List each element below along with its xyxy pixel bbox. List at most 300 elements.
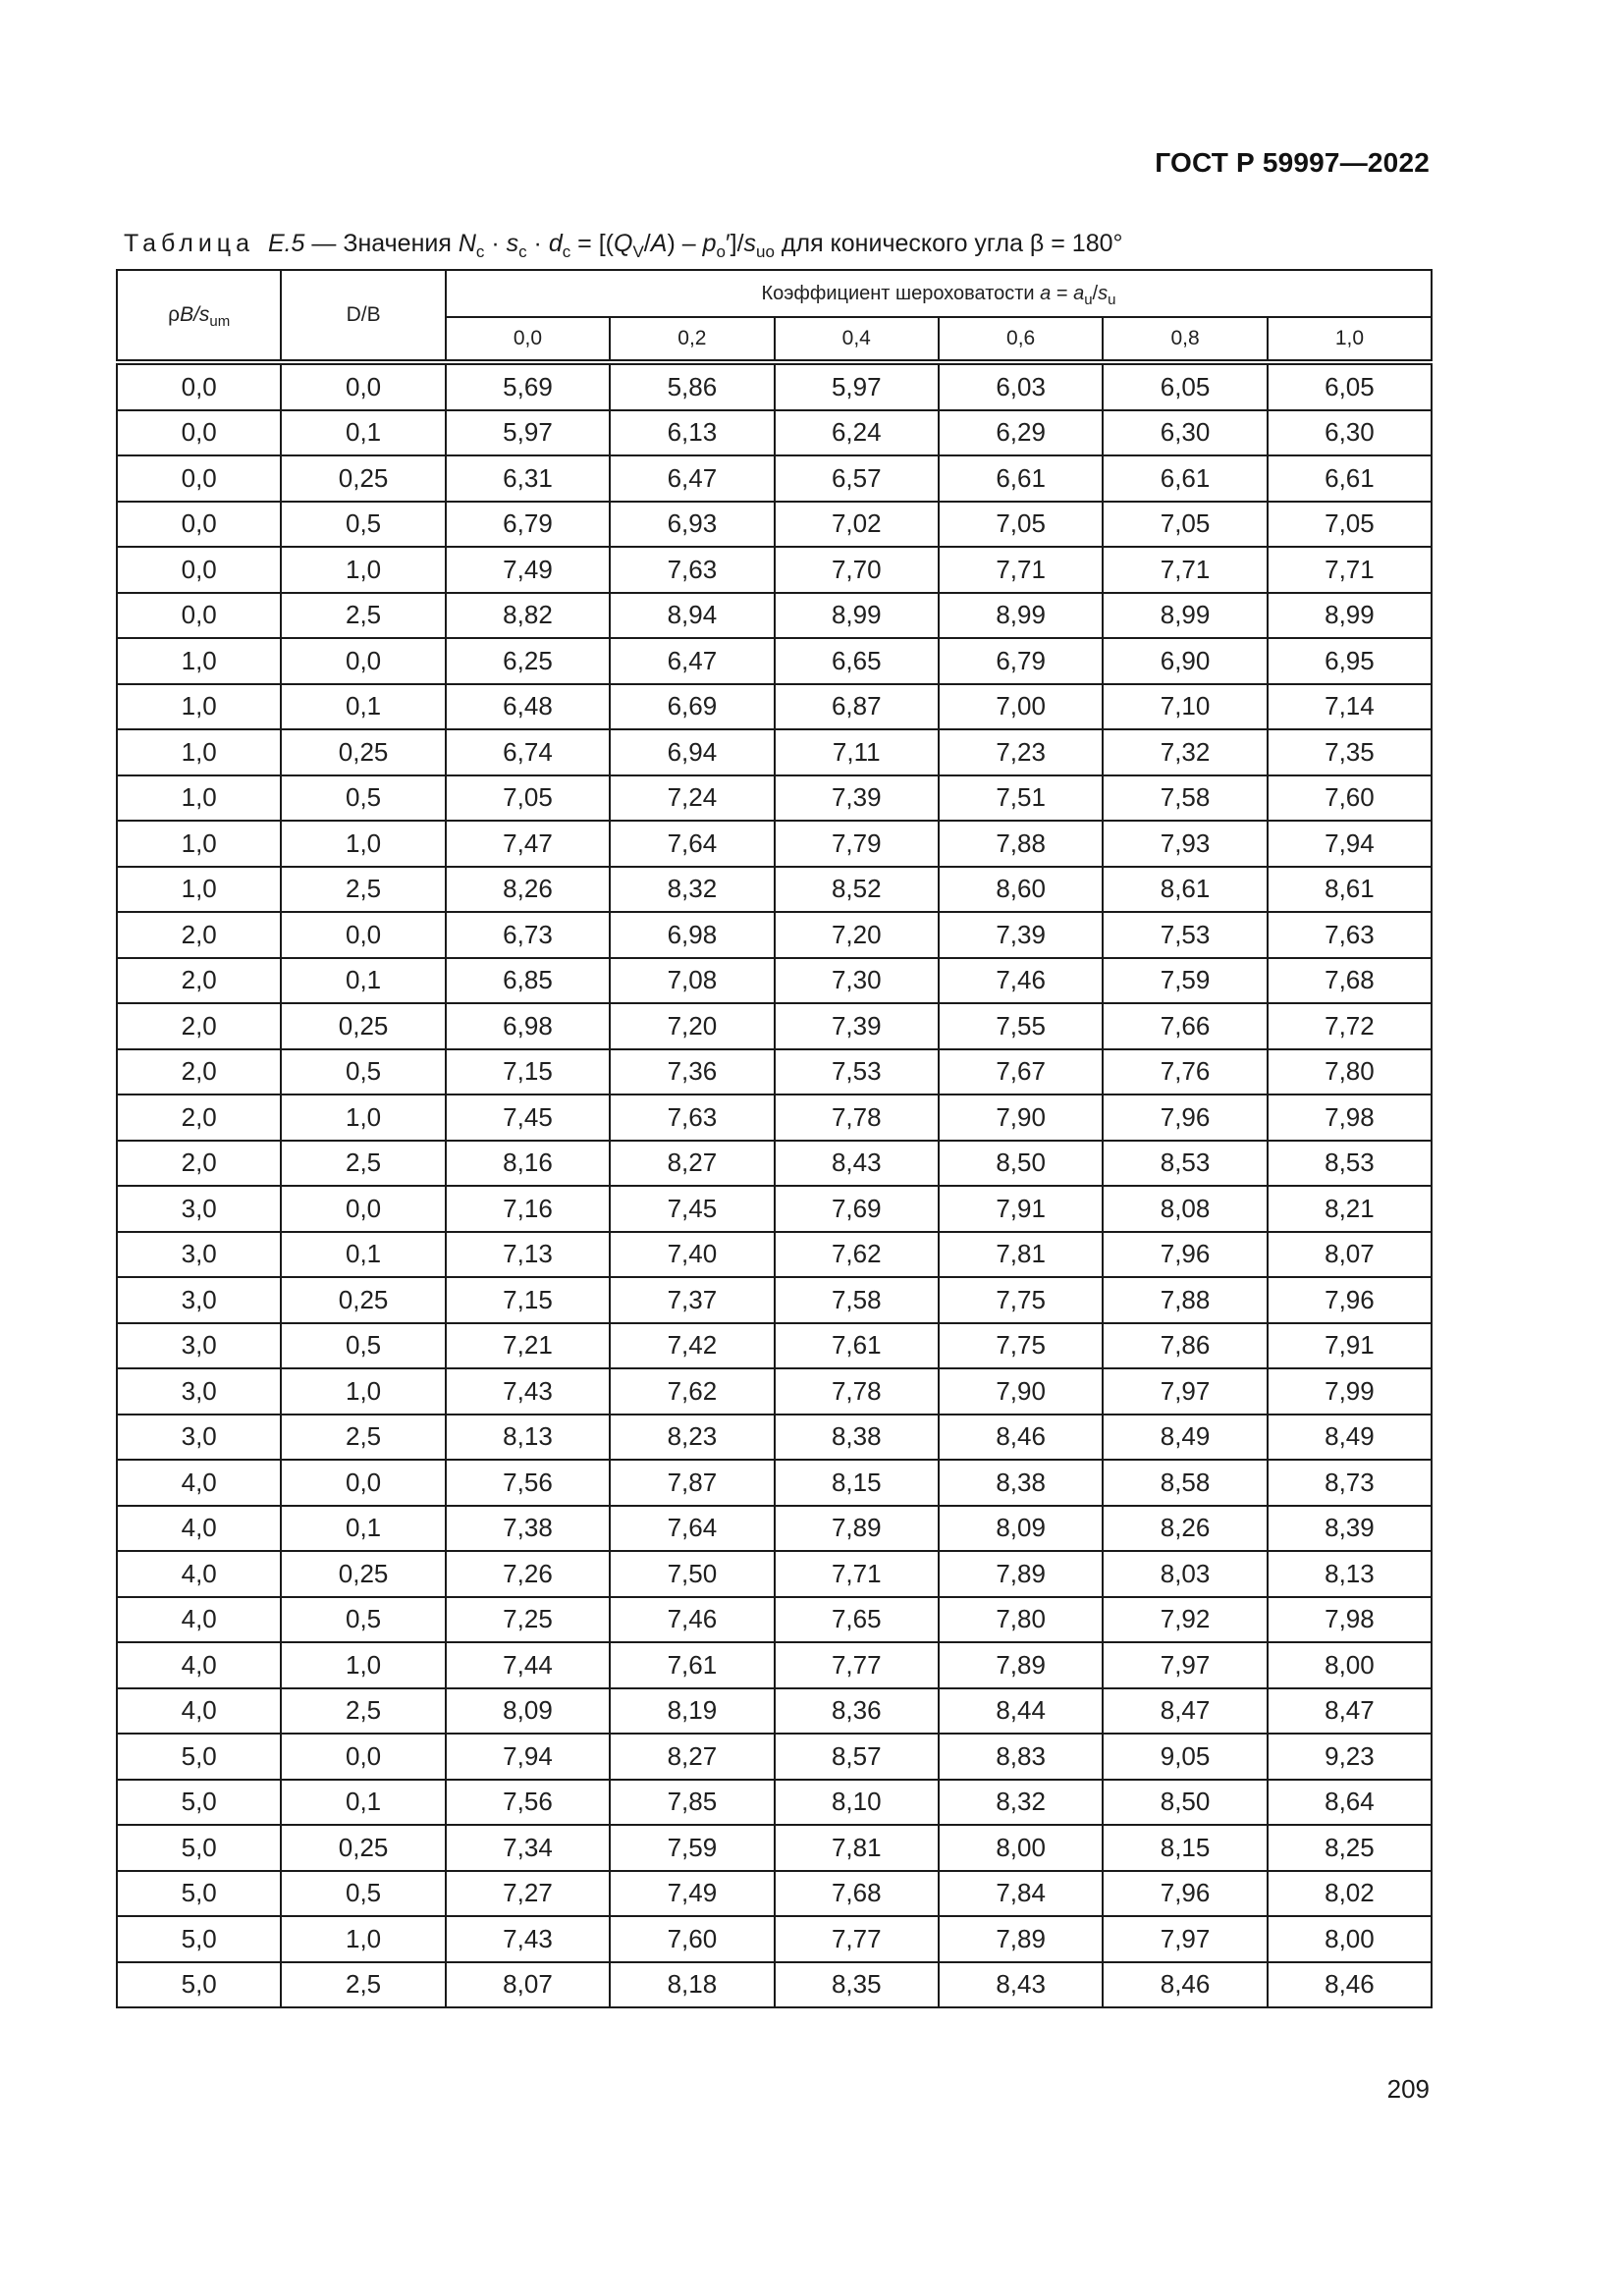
cell-value: 7,20 bbox=[610, 1003, 774, 1049]
table-row bbox=[117, 1277, 1432, 1323]
cell-rho-b-sum: 5,0 bbox=[117, 1825, 281, 1871]
cell-value: 7,44 bbox=[446, 1642, 610, 1688]
cell-value: 8,99 bbox=[775, 593, 939, 639]
formula-s2-sub: uo bbox=[756, 242, 775, 261]
cell-rho-b-sum: 2,0 bbox=[117, 1141, 281, 1187]
cell-value: 8,26 bbox=[446, 867, 610, 913]
cell-value: 7,75 bbox=[939, 1323, 1103, 1369]
cell-value: 6,13 bbox=[610, 410, 774, 456]
cell-value: 7,98 bbox=[1268, 1095, 1432, 1141]
cell-rho-b-sum: 2,0 bbox=[117, 1095, 281, 1141]
cell-value: 5,97 bbox=[446, 410, 610, 456]
column-header-a-0-2: 0,2 bbox=[610, 317, 774, 362]
formula-equals: = [( bbox=[570, 230, 614, 257]
cell-value: 6,74 bbox=[446, 729, 610, 775]
values-table bbox=[116, 269, 1433, 2008]
cell-value: 7,56 bbox=[446, 1460, 610, 1506]
cell-d-b: 2,5 bbox=[281, 867, 445, 913]
cell-value: 8,49 bbox=[1103, 1415, 1267, 1461]
cell-value: 7,24 bbox=[610, 775, 774, 822]
cell-value: 7,20 bbox=[775, 912, 939, 958]
cell-value: 8,99 bbox=[939, 593, 1103, 639]
cell-d-b: 0,1 bbox=[281, 1780, 445, 1826]
table-row bbox=[117, 1734, 1432, 1780]
cell-value: 7,39 bbox=[939, 912, 1103, 958]
cell-value: 8,46 bbox=[1103, 1962, 1267, 2008]
cell-rho-b-sum: 3,0 bbox=[117, 1368, 281, 1415]
formula-dot: · bbox=[484, 230, 507, 257]
cell-value: 8,27 bbox=[610, 1141, 774, 1187]
cell-value: 7,61 bbox=[610, 1642, 774, 1688]
cell-value: 7,63 bbox=[1268, 912, 1432, 958]
cell-value: 7,46 bbox=[610, 1597, 774, 1643]
cell-value: 8,61 bbox=[1103, 867, 1267, 913]
table-row bbox=[117, 547, 1432, 593]
formula-p-sub: o bbox=[716, 242, 726, 261]
cell-value: 6,73 bbox=[446, 912, 610, 958]
cell-value: 8,49 bbox=[1268, 1415, 1432, 1461]
formula-n: N bbox=[458, 230, 476, 257]
cell-rho-b-sum: 5,0 bbox=[117, 1916, 281, 1962]
group-header-au-sub: u bbox=[1084, 291, 1093, 308]
cell-value: 7,43 bbox=[446, 1368, 610, 1415]
cell-value: 7,92 bbox=[1103, 1597, 1267, 1643]
table-row bbox=[117, 1642, 1432, 1688]
formula-slash: / bbox=[643, 230, 651, 257]
cell-value: 8,25 bbox=[1268, 1825, 1432, 1871]
cell-value: 8,18 bbox=[610, 1962, 774, 2008]
cell-d-b: 1,0 bbox=[281, 1916, 445, 1962]
cell-value: 7,49 bbox=[610, 1871, 774, 1917]
cell-value: 7,69 bbox=[775, 1186, 939, 1232]
cell-value: 8,44 bbox=[939, 1688, 1103, 1735]
cell-value: 7,49 bbox=[446, 547, 610, 593]
cell-value: 7,00 bbox=[939, 684, 1103, 730]
cell-value: 7,85 bbox=[610, 1780, 774, 1826]
cell-value: 7,50 bbox=[610, 1551, 774, 1597]
cell-value: 8,07 bbox=[1268, 1232, 1432, 1278]
cell-rho-b-sum: 4,0 bbox=[117, 1597, 281, 1643]
cell-value: 5,69 bbox=[446, 362, 610, 410]
cell-value: 7,97 bbox=[1103, 1916, 1267, 1962]
cell-rho-b-sum: 0,0 bbox=[117, 455, 281, 502]
cell-value: 8,43 bbox=[775, 1141, 939, 1187]
formula-close: ]/ bbox=[730, 230, 744, 257]
cell-value: 8,73 bbox=[1268, 1460, 1432, 1506]
group-header-a: a bbox=[1040, 282, 1052, 304]
cell-value: 8,43 bbox=[939, 1962, 1103, 2008]
cell-value: 6,65 bbox=[775, 638, 939, 684]
cell-value: 7,14 bbox=[1268, 684, 1432, 730]
cell-rho-b-sum: 0,0 bbox=[117, 547, 281, 593]
cell-value: 7,87 bbox=[610, 1460, 774, 1506]
cell-value: 5,97 bbox=[775, 362, 939, 410]
formula-n-sub: c bbox=[475, 242, 485, 261]
cell-value: 7,59 bbox=[610, 1825, 774, 1871]
cell-value: 6,03 bbox=[939, 362, 1103, 410]
header-sub-um: um bbox=[209, 313, 231, 330]
table-row bbox=[117, 1871, 1432, 1917]
cell-rho-b-sum: 3,0 bbox=[117, 1277, 281, 1323]
cell-value: 6,48 bbox=[446, 684, 610, 730]
cell-value: 6,93 bbox=[610, 502, 774, 548]
cell-d-b: 0,0 bbox=[281, 1460, 445, 1506]
table-row bbox=[117, 502, 1432, 548]
document-standard-header: ГОСТ Р 59997—2022 bbox=[1155, 147, 1430, 178]
cell-value: 7,37 bbox=[610, 1277, 774, 1323]
cell-value: 7,94 bbox=[446, 1734, 610, 1780]
cell-value: 7,35 bbox=[1268, 729, 1432, 775]
cell-value: 7,53 bbox=[775, 1049, 939, 1095]
cell-value: 7,42 bbox=[610, 1323, 774, 1369]
cell-value: 7,96 bbox=[1103, 1232, 1267, 1278]
cell-value: 7,84 bbox=[939, 1871, 1103, 1917]
cell-value: 7,99 bbox=[1268, 1368, 1432, 1415]
cell-value: 7,36 bbox=[610, 1049, 774, 1095]
cell-value: 6,90 bbox=[1103, 638, 1267, 684]
cell-value: 8,53 bbox=[1268, 1141, 1432, 1187]
cell-rho-b-sum: 4,0 bbox=[117, 1688, 281, 1735]
cell-value: 7,71 bbox=[939, 547, 1103, 593]
cell-d-b: 0,0 bbox=[281, 1186, 445, 1232]
cell-rho-b-sum: 2,0 bbox=[117, 1003, 281, 1049]
cell-value: 7,02 bbox=[775, 502, 939, 548]
group-header-au: a bbox=[1073, 282, 1085, 304]
cell-value: 7,77 bbox=[775, 1916, 939, 1962]
cell-d-b: 0,1 bbox=[281, 410, 445, 456]
cell-rho-b-sum: 3,0 bbox=[117, 1232, 281, 1278]
table-row bbox=[117, 958, 1432, 1004]
cell-value: 7,90 bbox=[939, 1368, 1103, 1415]
cell-value: 7,86 bbox=[1103, 1323, 1267, 1369]
cell-value: 7,78 bbox=[775, 1095, 939, 1141]
cell-rho-b-sum: 1,0 bbox=[117, 867, 281, 913]
cell-rho-b-sum: 3,0 bbox=[117, 1415, 281, 1461]
formula-d: d bbox=[548, 230, 563, 257]
cell-value: 7,39 bbox=[775, 1003, 939, 1049]
cell-value: 6,30 bbox=[1268, 410, 1432, 456]
cell-value: 8,61 bbox=[1268, 867, 1432, 913]
column-header-a-1-0: 1,0 bbox=[1268, 317, 1432, 362]
cell-value: 7,81 bbox=[775, 1825, 939, 1871]
cell-d-b: 0,5 bbox=[281, 1597, 445, 1643]
cell-rho-b-sum: 5,0 bbox=[117, 1734, 281, 1780]
cell-value: 7,13 bbox=[446, 1232, 610, 1278]
cell-value: 7,68 bbox=[1268, 958, 1432, 1004]
cell-value: 7,30 bbox=[775, 958, 939, 1004]
table-row bbox=[117, 1095, 1432, 1141]
cell-value: 7,11 bbox=[775, 729, 939, 775]
cell-d-b: 0,5 bbox=[281, 502, 445, 548]
cell-value: 8,82 bbox=[446, 593, 610, 639]
cell-rho-b-sum: 1,0 bbox=[117, 729, 281, 775]
table-row bbox=[117, 455, 1432, 502]
cell-value: 6,25 bbox=[446, 638, 610, 684]
table-row bbox=[117, 593, 1432, 639]
cell-d-b: 0,1 bbox=[281, 684, 445, 730]
cell-d-b: 0,5 bbox=[281, 775, 445, 822]
table-row bbox=[117, 912, 1432, 958]
caption-formula bbox=[458, 230, 775, 261]
cell-value: 7,38 bbox=[446, 1506, 610, 1552]
cell-value: 8,27 bbox=[610, 1734, 774, 1780]
cell-value: 7,16 bbox=[446, 1186, 610, 1232]
cell-value: 7,64 bbox=[610, 821, 774, 867]
table-row bbox=[117, 1460, 1432, 1506]
cell-value: 8,35 bbox=[775, 1962, 939, 2008]
cell-d-b: 2,5 bbox=[281, 1141, 445, 1187]
cell-value: 7,91 bbox=[939, 1186, 1103, 1232]
cell-value: 8,57 bbox=[775, 1734, 939, 1780]
formula-minus: ) – bbox=[667, 230, 703, 257]
cell-value: 6,94 bbox=[610, 729, 774, 775]
cell-value: 8,47 bbox=[1103, 1688, 1267, 1735]
cell-value: 7,80 bbox=[1268, 1049, 1432, 1095]
cell-d-b: 1,0 bbox=[281, 1642, 445, 1688]
cell-d-b: 2,5 bbox=[281, 1962, 445, 2008]
cell-value: 7,62 bbox=[775, 1232, 939, 1278]
cell-value: 8,60 bbox=[939, 867, 1103, 913]
cell-value: 7,59 bbox=[1103, 958, 1267, 1004]
cell-value: 7,05 bbox=[1268, 502, 1432, 548]
cell-value: 7,47 bbox=[446, 821, 610, 867]
formula-prime: ′ bbox=[725, 230, 731, 257]
cell-value: 6,61 bbox=[939, 455, 1103, 502]
cell-value: 8,00 bbox=[939, 1825, 1103, 1871]
cell-value: 8,38 bbox=[775, 1415, 939, 1461]
cell-value: 8,38 bbox=[939, 1460, 1103, 1506]
cell-d-b: 0,0 bbox=[281, 912, 445, 958]
cell-d-b: 0,5 bbox=[281, 1871, 445, 1917]
cell-value: 8,03 bbox=[1103, 1551, 1267, 1597]
caption-dash: — bbox=[311, 230, 337, 257]
cell-value: 8,58 bbox=[1103, 1460, 1267, 1506]
cell-value: 6,05 bbox=[1268, 362, 1432, 410]
table-row bbox=[117, 1368, 1432, 1415]
formula-a: A bbox=[650, 230, 668, 257]
cell-value: 6,47 bbox=[610, 638, 774, 684]
cell-rho-b-sum: 5,0 bbox=[117, 1962, 281, 2008]
cell-d-b: 0,25 bbox=[281, 1003, 445, 1049]
table-row bbox=[117, 1232, 1432, 1278]
cell-value: 7,61 bbox=[775, 1323, 939, 1369]
cell-value: 6,05 bbox=[1103, 362, 1267, 410]
cell-rho-b-sum: 4,0 bbox=[117, 1506, 281, 1552]
table-row bbox=[117, 1141, 1432, 1187]
caption-table-number: E.5 bbox=[267, 230, 305, 257]
column-header-a-0-4: 0,4 bbox=[775, 317, 939, 362]
formula-p: p bbox=[702, 230, 717, 257]
cell-value: 7,63 bbox=[610, 547, 774, 593]
caption-text-suffix: для конического угла β = 180° bbox=[774, 230, 1123, 257]
table-row bbox=[117, 1003, 1432, 1049]
cell-value: 8,50 bbox=[939, 1141, 1103, 1187]
cell-value: 8,99 bbox=[1103, 593, 1267, 639]
cell-value: 7,05 bbox=[1103, 502, 1267, 548]
cell-rho-b-sum: 2,0 bbox=[117, 1049, 281, 1095]
group-header-slash: / bbox=[1092, 282, 1099, 304]
cell-value: 7,97 bbox=[1103, 1368, 1267, 1415]
cell-value: 8,47 bbox=[1268, 1688, 1432, 1735]
cell-value: 8,19 bbox=[610, 1688, 774, 1735]
cell-value: 7,67 bbox=[939, 1049, 1103, 1095]
cell-value: 7,97 bbox=[1103, 1642, 1267, 1688]
cell-d-b: 2,5 bbox=[281, 593, 445, 639]
cell-d-b: 0,1 bbox=[281, 958, 445, 1004]
cell-value: 8,13 bbox=[446, 1415, 610, 1461]
table-row bbox=[117, 729, 1432, 775]
column-header-rho-b-sum bbox=[117, 270, 281, 362]
caption-label: Таблица bbox=[124, 230, 255, 257]
caption-text-prefix: Значения bbox=[343, 230, 452, 257]
cell-value: 7,63 bbox=[610, 1095, 774, 1141]
cell-value: 7,10 bbox=[1103, 684, 1267, 730]
formula-q: Q bbox=[614, 230, 633, 257]
header-rho: ρ bbox=[168, 303, 181, 326]
cell-value: 7,05 bbox=[939, 502, 1103, 548]
cell-value: 8,00 bbox=[1268, 1642, 1432, 1688]
cell-rho-b-sum: 5,0 bbox=[117, 1780, 281, 1826]
cell-value: 7,78 bbox=[775, 1368, 939, 1415]
cell-value: 6,87 bbox=[775, 684, 939, 730]
cell-value: 8,09 bbox=[939, 1506, 1103, 1552]
cell-rho-b-sum: 0,0 bbox=[117, 362, 281, 410]
cell-value: 8,32 bbox=[610, 867, 774, 913]
cell-d-b: 0,0 bbox=[281, 362, 445, 410]
cell-value: 7,90 bbox=[939, 1095, 1103, 1141]
cell-value: 7,70 bbox=[775, 547, 939, 593]
cell-value: 6,85 bbox=[446, 958, 610, 1004]
column-header-a-0-0: 0,0 bbox=[446, 317, 610, 362]
formula-q-sub: V bbox=[632, 242, 644, 261]
cell-value: 7,43 bbox=[446, 1916, 610, 1962]
table-row bbox=[117, 410, 1432, 456]
cell-rho-b-sum: 3,0 bbox=[117, 1186, 281, 1232]
table-row bbox=[117, 1323, 1432, 1369]
cell-d-b: 0,5 bbox=[281, 1323, 445, 1369]
cell-value: 7,46 bbox=[939, 958, 1103, 1004]
cell-value: 7,76 bbox=[1103, 1049, 1267, 1095]
cell-value: 7,66 bbox=[1103, 1003, 1267, 1049]
cell-value: 7,88 bbox=[939, 821, 1103, 867]
cell-value: 7,15 bbox=[446, 1049, 610, 1095]
cell-value: 7,58 bbox=[775, 1277, 939, 1323]
cell-rho-b-sum: 4,0 bbox=[117, 1460, 281, 1506]
table-row bbox=[117, 775, 1432, 822]
cell-value: 8,46 bbox=[1268, 1962, 1432, 2008]
cell-rho-b-sum: 2,0 bbox=[117, 958, 281, 1004]
cell-d-b: 0,25 bbox=[281, 1277, 445, 1323]
cell-value: 6,29 bbox=[939, 410, 1103, 456]
table-row bbox=[117, 1825, 1432, 1871]
cell-value: 5,86 bbox=[610, 362, 774, 410]
cell-value: 8,07 bbox=[446, 1962, 610, 2008]
table-row bbox=[117, 1551, 1432, 1597]
cell-value: 7,39 bbox=[775, 775, 939, 822]
cell-value: 7,27 bbox=[446, 1871, 610, 1917]
cell-value: 8,00 bbox=[1268, 1916, 1432, 1962]
table-row bbox=[117, 1506, 1432, 1552]
cell-value: 8,83 bbox=[939, 1734, 1103, 1780]
cell-value: 7,91 bbox=[1268, 1323, 1432, 1369]
cell-value: 7,21 bbox=[446, 1323, 610, 1369]
cell-value: 7,55 bbox=[939, 1003, 1103, 1049]
formula-d-sub: c bbox=[562, 242, 571, 261]
cell-rho-b-sum: 3,0 bbox=[117, 1323, 281, 1369]
cell-value: 7,56 bbox=[446, 1780, 610, 1826]
cell-value: 8,09 bbox=[446, 1688, 610, 1735]
cell-value: 8,94 bbox=[610, 593, 774, 639]
cell-rho-b-sum: 4,0 bbox=[117, 1551, 281, 1597]
group-header-text: Коэффициент шероховатости bbox=[761, 282, 1041, 304]
formula-s-sub: c bbox=[518, 242, 527, 261]
cell-value: 7,40 bbox=[610, 1232, 774, 1278]
table-row bbox=[117, 867, 1432, 913]
table-row bbox=[117, 638, 1432, 684]
cell-value: 7,93 bbox=[1103, 821, 1267, 867]
cell-value: 8,32 bbox=[939, 1780, 1103, 1826]
cell-d-b: 0,0 bbox=[281, 1734, 445, 1780]
cell-rho-b-sum: 2,0 bbox=[117, 912, 281, 958]
cell-rho-b-sum: 5,0 bbox=[117, 1871, 281, 1917]
table-row bbox=[117, 1597, 1432, 1643]
cell-d-b: 1,0 bbox=[281, 1095, 445, 1141]
cell-value: 6,47 bbox=[610, 455, 774, 502]
table-row bbox=[117, 1916, 1432, 1962]
cell-value: 7,26 bbox=[446, 1551, 610, 1597]
table-header-row bbox=[117, 270, 1432, 317]
cell-value: 8,10 bbox=[775, 1780, 939, 1826]
cell-d-b: 0,5 bbox=[281, 1049, 445, 1095]
cell-value: 7,23 bbox=[939, 729, 1103, 775]
cell-d-b: 0,1 bbox=[281, 1506, 445, 1552]
cell-value: 8,15 bbox=[1103, 1825, 1267, 1871]
cell-value: 8,02 bbox=[1268, 1871, 1432, 1917]
cell-value: 7,72 bbox=[1268, 1003, 1432, 1049]
cell-value: 9,23 bbox=[1268, 1734, 1432, 1780]
cell-value: 7,60 bbox=[610, 1916, 774, 1962]
group-header-su-sub: u bbox=[1108, 291, 1116, 308]
cell-value: 6,98 bbox=[610, 912, 774, 958]
cell-value: 8,08 bbox=[1103, 1186, 1267, 1232]
cell-value: 7,89 bbox=[939, 1642, 1103, 1688]
cell-d-b: 0,25 bbox=[281, 729, 445, 775]
table-row bbox=[117, 1688, 1432, 1735]
table-row bbox=[117, 1780, 1432, 1826]
cell-d-b: 2,5 bbox=[281, 1415, 445, 1461]
cell-value: 7,77 bbox=[775, 1642, 939, 1688]
cell-d-b: 1,0 bbox=[281, 821, 445, 867]
cell-rho-b-sum: 1,0 bbox=[117, 821, 281, 867]
formula-s2: s bbox=[743, 230, 757, 257]
cell-value: 6,31 bbox=[446, 455, 610, 502]
cell-value: 7,45 bbox=[610, 1186, 774, 1232]
cell-value: 7,79 bbox=[775, 821, 939, 867]
cell-value: 8,64 bbox=[1268, 1780, 1432, 1826]
cell-value: 7,08 bbox=[610, 958, 774, 1004]
column-group-header-roughness bbox=[446, 270, 1432, 317]
cell-value: 7,71 bbox=[775, 1551, 939, 1597]
cell-value: 6,57 bbox=[775, 455, 939, 502]
cell-value: 7,60 bbox=[1268, 775, 1432, 822]
cell-value: 8,15 bbox=[775, 1460, 939, 1506]
cell-value: 6,69 bbox=[610, 684, 774, 730]
cell-value: 8,16 bbox=[446, 1141, 610, 1187]
cell-value: 7,64 bbox=[610, 1506, 774, 1552]
cell-value: 7,71 bbox=[1103, 547, 1267, 593]
cell-rho-b-sum: 4,0 bbox=[117, 1642, 281, 1688]
cell-value: 7,98 bbox=[1268, 1597, 1432, 1643]
